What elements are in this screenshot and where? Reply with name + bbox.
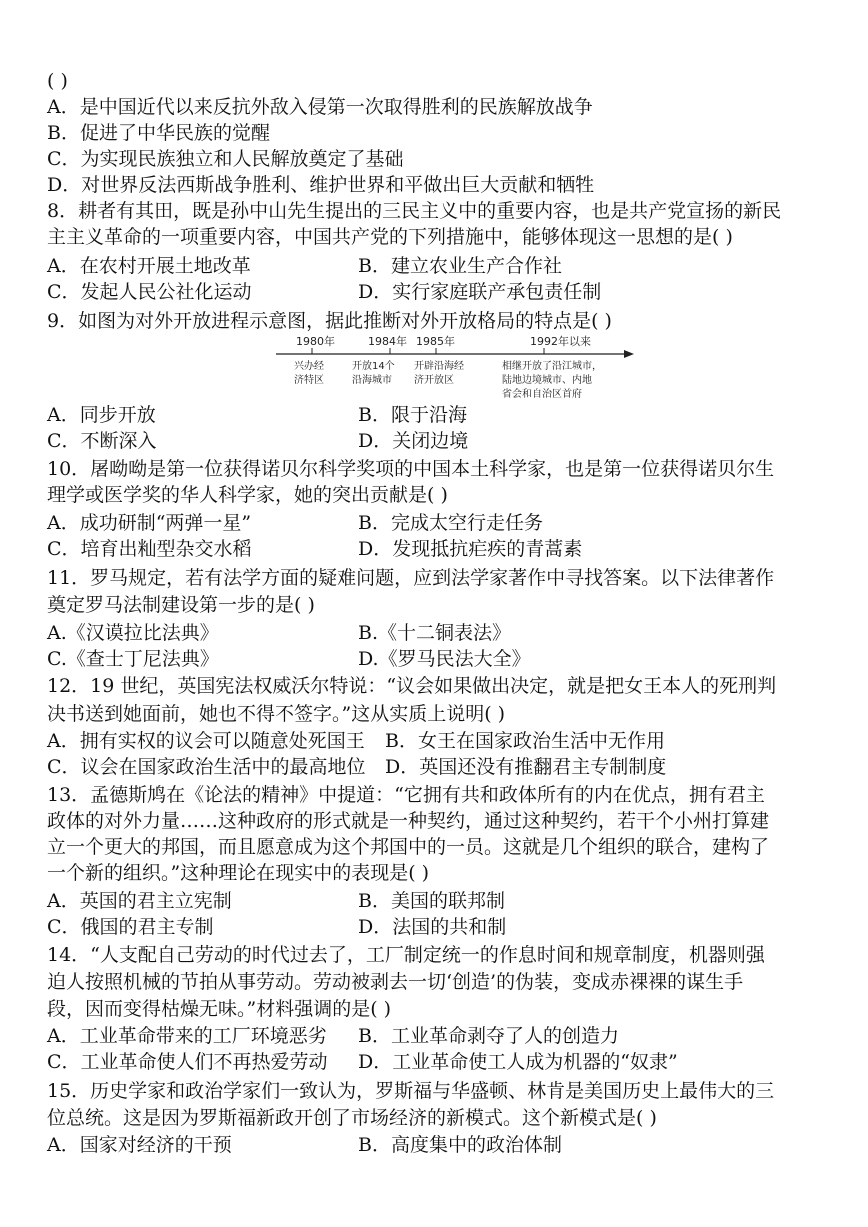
q8-stem-line-1: 8．耕者有其田，既是孙中山先生提出的三民主义中的重要内容，也是共产党宣扬的新民	[47, 200, 782, 222]
q10-option-row-2	[47, 536, 583, 562]
q7-option-a: A．是中国近代以来反抗外敌入侵第一次取得胜利的民族解放战争	[47, 96, 593, 118]
timeline-year-1984: 1984年	[368, 335, 407, 348]
timeline-event-1984-line-1: 开放14个	[352, 361, 395, 372]
q11-option-row-1	[47, 620, 512, 646]
q10-option-b: B．完成太空行走任务	[358, 512, 543, 534]
q8-option-a: A．在农村开展土地改革	[47, 255, 251, 277]
q14-option-c: C．工业革命使人们不再热爱劳动	[47, 1051, 328, 1073]
q10-option-a: A．成功研制“两弹一星”	[47, 512, 252, 534]
q13-stem-line-2: 政体的对外力量……这种政府的形式就是一种契约，通过这种契约，若干个小州打算建	[47, 810, 770, 832]
q8-option-d: D．实行家庭联产承包责任制	[358, 281, 602, 303]
q11-option-row-2	[47, 646, 531, 672]
q15-option-row-1	[47, 1132, 562, 1158]
q13-option-row-2	[47, 914, 507, 940]
q8-stem-line-2: 主主义革命的一项重要内容，中国共产党的下列措施中，能够体现这一思想的是( )	[47, 226, 733, 248]
q10-stem-line-1: 10．屠呦呦是第一位获得诺贝尔科学奖项的中国本土科学家，也是第一位获得诺贝尔生	[47, 458, 775, 480]
q9-option-d: D．关闭边境	[358, 430, 469, 452]
q8-option-row-2	[47, 279, 602, 305]
q13-option-row-1	[47, 888, 505, 914]
q12-option-a: A．拥有实权的议会可以随意处死国王	[47, 730, 365, 752]
q12-stem-line-2: 决书送到她面前，她也不得不签字。”这从实质上说明( )	[47, 703, 506, 725]
q12-option-d: D．英国还没有推翻君主专制制度	[385, 756, 667, 778]
q14-stem-line-2: 迫人按照机械的节拍从事劳动。劳动被剥去一切‘创造’的伪装，变成赤裸裸的谋生手	[47, 971, 744, 993]
timeline-arrowhead	[624, 350, 634, 358]
timeline-event-1992-line-1: 相继开放了沿江城市，	[502, 361, 602, 372]
q15-option-b: B．高度集中的政治体制	[358, 1134, 562, 1156]
q14-stem-line-3: 段，因而变得枯燥无味。”材料强调的是( )	[47, 998, 392, 1020]
q11-option-c: C.《查士丁尼法典》	[47, 648, 219, 670]
q11-option-b: B.《十二铜表法》	[358, 622, 512, 644]
timeline-year-1985: 1985年	[416, 335, 455, 348]
timeline-year-1980: 1980年	[296, 335, 335, 348]
q9-stem-line-1: 9．如图为对外开放进程示意图，据此推断对外开放格局的特点是( )	[47, 310, 612, 332]
q7-answer-paren: ( )	[47, 70, 68, 92]
q10-option-d: D．发现抵抗疟疾的青蒿素	[358, 538, 583, 560]
q11-stem-line-1: 11．罗马规定，若有法学方面的疑难问题，应到法学家著作中寻找答案。以下法律著作	[47, 567, 775, 589]
q15-option-a: A．国家对经济的干预	[47, 1134, 232, 1156]
timeline-event-1985-line-1: 开辟沿海经	[414, 361, 464, 372]
timeline-event-1980-line-2: 济特区	[294, 375, 324, 386]
timeline-event-1980-line-1: 兴办经	[294, 361, 324, 372]
q12-option-row-2	[47, 754, 667, 780]
timeline-event-1984-line-2: 沿海城市	[352, 375, 392, 386]
q7-option-d: D．对世界反法西斯战争胜利、维护世界和平做出巨大贡献和牺牲	[47, 174, 595, 196]
q13-stem-line-3: 立一个更大的邦国，而且愿意成为这个邦国中的一员。这就是几个组织的联合，建构了	[47, 836, 770, 858]
q12-option-row-1	[47, 728, 665, 754]
q7-option-c: C．为实现民族独立和人民解放奠定了基础	[47, 148, 404, 170]
q14-option-row-2	[47, 1049, 678, 1075]
q14-option-d: D．工业革命使工人成为机器的“奴隶”	[358, 1051, 678, 1073]
q15-stem-line-2: 位总统。这是因为罗斯福新政开创了市场经济的新模式。这个新模式是( )	[47, 1107, 657, 1129]
q9-option-row-2	[47, 428, 469, 454]
q10-option-row-1	[47, 510, 543, 536]
q9-option-b: B．限于沿海	[358, 404, 467, 426]
q9-option-a: A．同步开放	[47, 404, 156, 426]
timeline-year-1992: 1992年以来	[530, 335, 591, 348]
q7-option-b: B．促进了中华民族的觉醒	[47, 122, 270, 144]
q8-option-row-1	[47, 253, 562, 279]
q8-option-b: B．建立农业生产合作社	[358, 255, 562, 277]
q9-option-row-1	[47, 402, 467, 428]
q12-option-c: C．议会在国家政治生活中的最高地位	[47, 756, 366, 778]
timeline-event-1992-line-3: 省会和自治区首府	[502, 389, 582, 400]
q14-option-row-1	[47, 1023, 619, 1049]
q14-stem-line-1: 14．“人支配自己劳动的时代过去了，工厂制定统一的作息时间和规章制度，机器则强	[47, 944, 765, 966]
timeline-event-1992-line-2: 陆地边境城市、内地	[502, 375, 592, 386]
q8-option-c: C．发起人民公社化运动	[47, 281, 252, 303]
q13-option-d: D．法国的共和制	[358, 916, 507, 938]
q13-option-b: B．美国的联邦制	[358, 890, 505, 912]
q11-stem-line-2: 奠定罗马法制建设第一步的是( )	[47, 594, 315, 616]
q15-stem-line-1: 15．历史学家和政治学家们一致认为，罗斯福与华盛顿、林肯是美国历史上最伟大的三	[47, 1080, 775, 1102]
q14-option-b: B．工业革命剥夺了人的创造力	[358, 1025, 619, 1047]
q10-option-c: C．培育出籼型杂交水稻	[47, 538, 252, 560]
q9-option-c: C．不断深入	[47, 430, 157, 452]
q10-stem-line-2: 理学或医学奖的华人科学家，她的突出贡献是( )	[47, 484, 448, 506]
q14-option-a: A．工业革命带来的工厂环境恶劣	[47, 1025, 327, 1047]
q11-option-d: D.《罗马民法大全》	[358, 648, 531, 670]
q12-option-b: B．女王在国家政治生活中无作用	[385, 730, 665, 752]
q13-option-a: A．英国的君主立宪制	[47, 890, 232, 912]
q13-stem-line-1: 13．孟德斯鸠在《论法的精神》中提道：“它拥有共和政体所有的内在优点，拥有君主	[47, 784, 765, 806]
opening-up-timeline-diagram	[272, 330, 642, 404]
q11-option-a: A.《汉谟拉比法典》	[47, 622, 219, 644]
q12-stem-line-1: 12．19 世纪，英国宪法权威沃尔特说：“议会如果做出决定，就是把女王本人的死刑判	[47, 675, 777, 697]
timeline-event-1985-line-2: 济开放区	[414, 375, 454, 386]
q13-option-c: C．俄国的君主专制	[47, 916, 214, 938]
q13-stem-line-4: 一个新的组织。”这种理论在现实中的表现是( )	[47, 862, 430, 884]
